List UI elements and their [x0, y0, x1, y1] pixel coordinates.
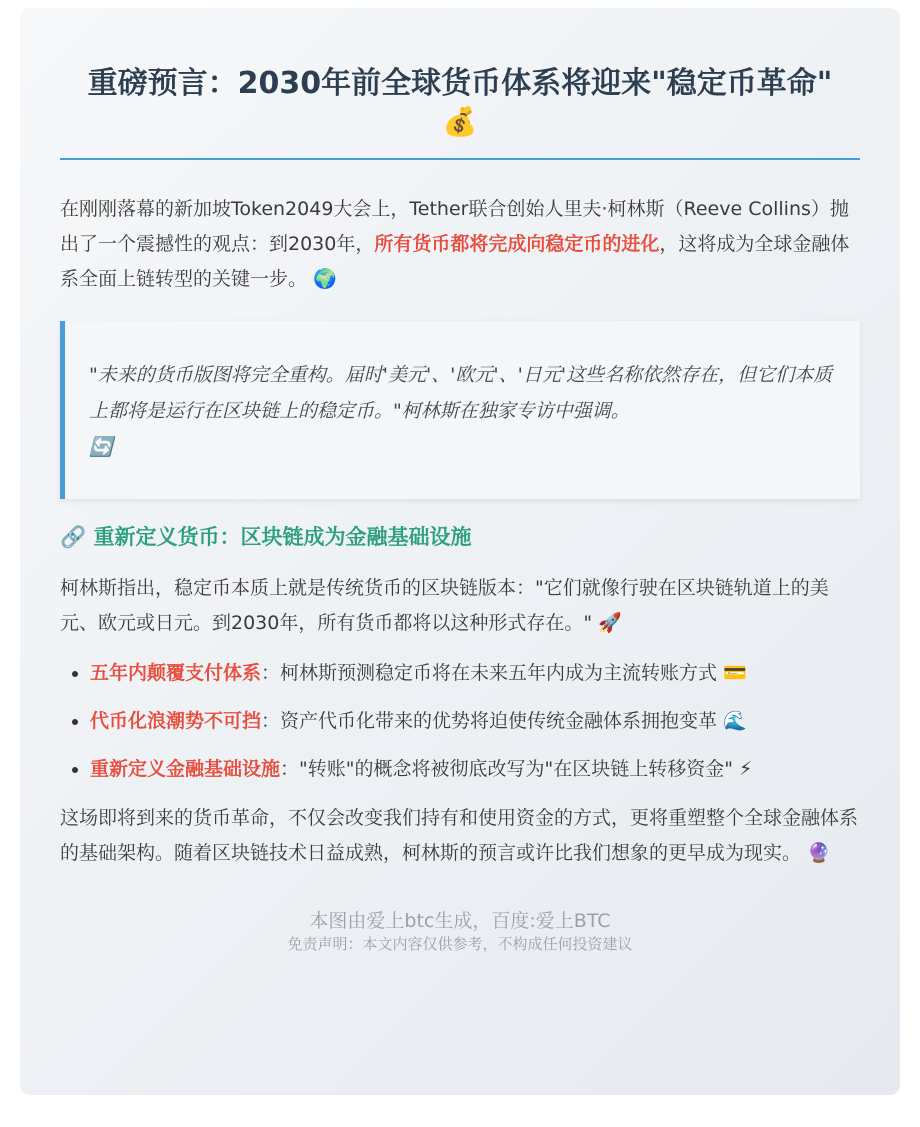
lightning-icon: ⚡ [739, 758, 753, 780]
intro-text-before: 在刚刚落幕的新加坡Token2049大会上，Tether联合创始人里夫·柯林斯（Reeve Collins）抛出了一个震撼性的观点：到2030年， [60, 198, 849, 255]
title-divider [60, 158, 860, 160]
quote-text: "未来的货币版图将完全重构。届时'美元'、'欧元'、'日元'这些名称依然存在，但它们本质上都将是运行在区块链上的稳定币。"柯林斯在独家专访中强调。 [89, 364, 833, 422]
intro-text-after: ，这将成为全球金融体系全面上链转型的关键一步。 [60, 233, 850, 290]
crystal-ball-icon: 🔮 [807, 842, 831, 864]
money-bag-icon: 💰 [442, 105, 478, 138]
section-paragraph-text: 柯林斯指出，稳定币本质上就是传统货币的区块链版本："它们就像行驶在区块链轨道上的美元、欧元或日元。到2030年，所有货币都将以这种形式存在。" [60, 577, 829, 634]
footer-disclaimer: 免责声明：本文内容仅供参考，不构成任何投资建议 [287, 935, 633, 953]
bullet-title: 五年内颠覆支付体系 [90, 662, 262, 684]
section-heading-text: 重新定义货币：区块链成为金融基础设施 [93, 525, 472, 549]
globe-icon: 🌍 [313, 268, 337, 290]
list-item [90, 705, 860, 738]
bullet-text: ：资产代币化带来的优势将迫使传统金融体系拥抱变革 [261, 710, 718, 732]
bullet-text: ：柯林斯预测稳定币将在未来五年内成为主流转账方式 [261, 662, 718, 684]
bullet-title: 重新定义金融基础设施 [90, 758, 281, 780]
link-icon: 🔗 [60, 525, 87, 549]
blockquote [60, 321, 860, 499]
list-item [90, 753, 860, 786]
list-item [90, 657, 860, 690]
intro-highlight: 所有货币都将完成向稳定币的进化 [374, 233, 660, 255]
credit-card-icon: 💳 [723, 662, 747, 684]
rocket-icon: 🚀 [598, 612, 622, 634]
wave-icon: 🌊 [723, 710, 747, 732]
intro-paragraph [60, 192, 860, 297]
section-paragraph [60, 571, 860, 641]
bullet-text: ："转账"的概念将被彻底改写为"在区块链上转移资金" [280, 758, 733, 780]
refresh-icon: 🔄 [89, 436, 113, 458]
article-card [20, 8, 900, 1095]
article-title: 重磅预言：2030年前全球货币体系将迎来"稳定币革命" [87, 66, 833, 101]
footer [60, 909, 860, 955]
closing-paragraph [60, 801, 860, 871]
closing-text: 这场即将到来的货币革命，不仅会改变我们持有和使用资金的方式，更将重塑整个全球金融体系的基础架构。随着区块链技术日益成熟，柯林斯的预言或许比我们想象的更早成为现实。 [60, 807, 859, 864]
section-heading [60, 519, 860, 555]
footer-credit: 本图由爱上btc生成，百度:爱上BTC [309, 910, 611, 932]
bullet-title: 代币化浪潮势不可挡 [90, 710, 262, 732]
key-points-list [60, 657, 860, 786]
